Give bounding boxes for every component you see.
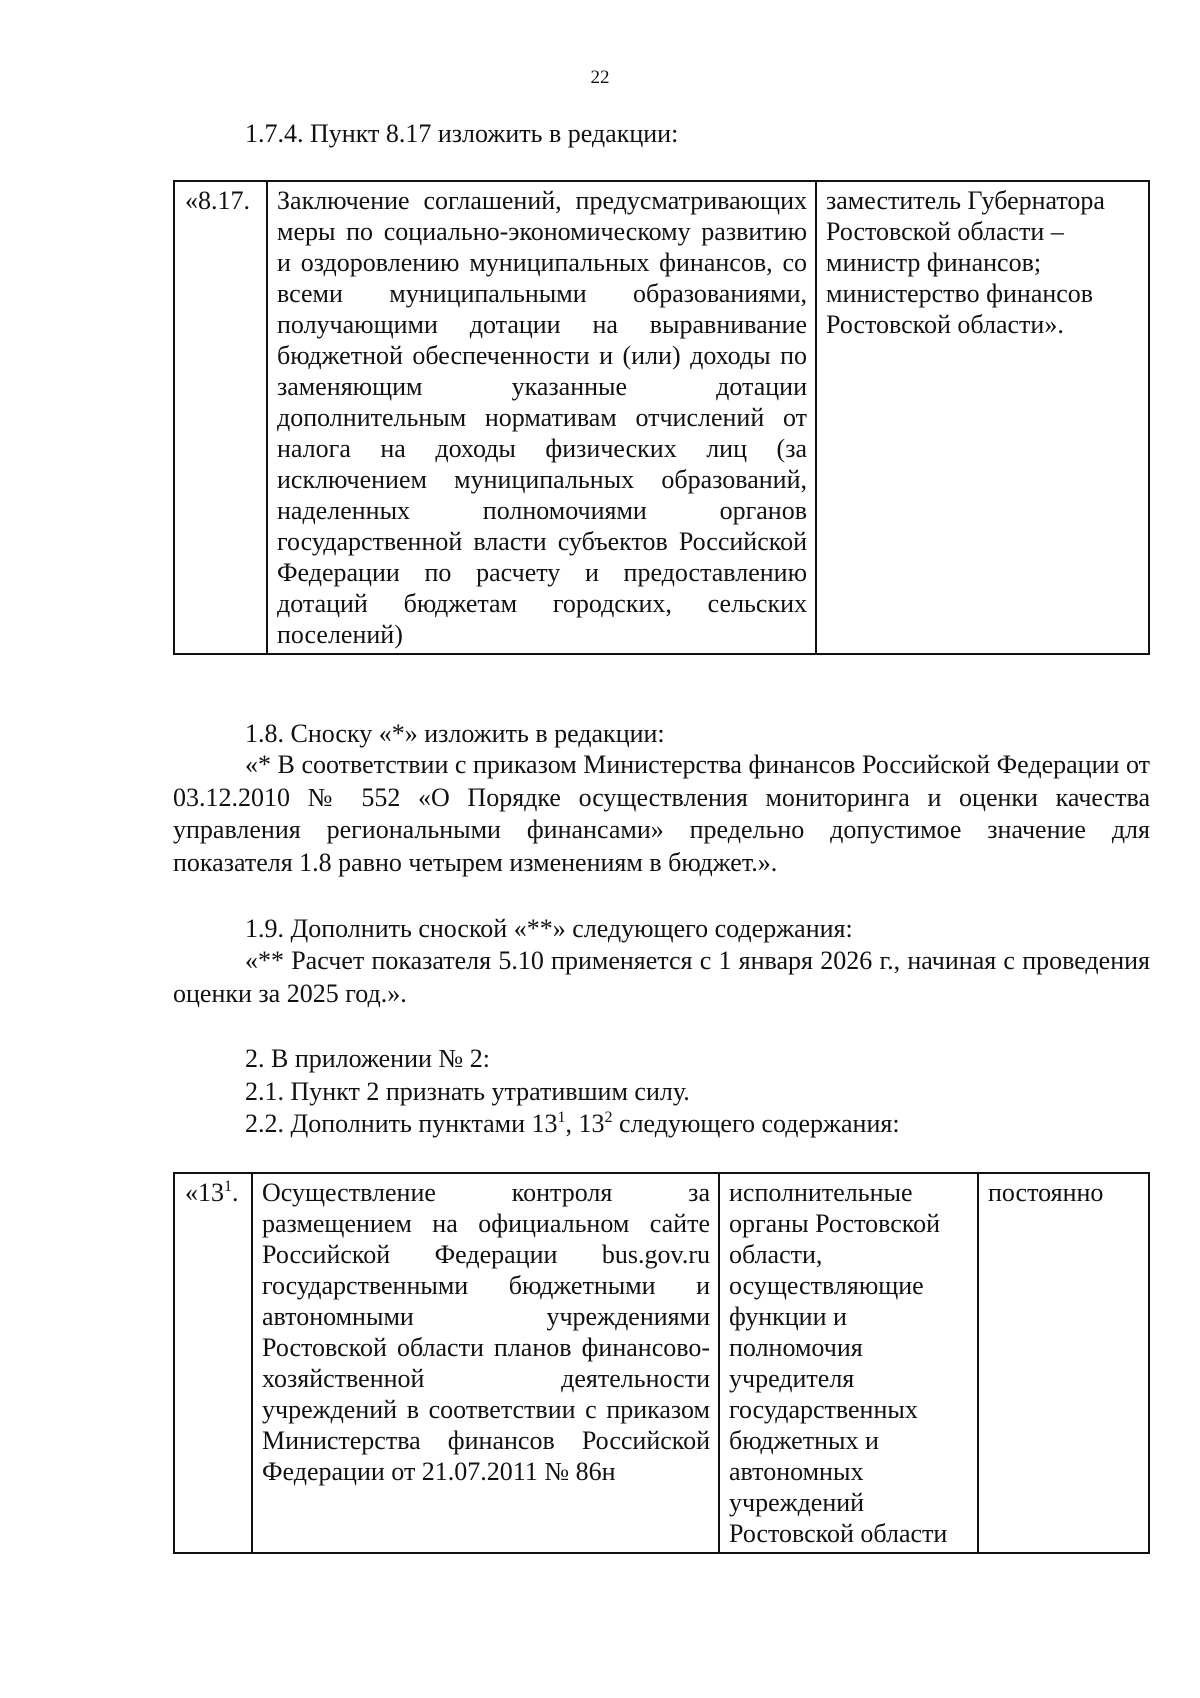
paragraph-1-9: 1.9. Дополнить сноской «**» следующего содержания: — [245, 914, 853, 943]
table-cell-deadline: постоянно — [978, 1173, 1149, 1553]
superscript: 2 — [604, 1109, 613, 1126]
paragraph-2-2-before: 2.2. Дополнить пунктами 13 — [245, 1109, 558, 1138]
table-item-13-1 — [173, 1172, 1150, 1554]
table-row — [174, 1173, 1149, 1553]
paragraph-2-2-after: следующего содержания: — [612, 1109, 900, 1138]
table-cell-content: Заключение соглашений, предусматривающих меры по социально-экономическому развитию и оздоровлению муниципальных финансов, со всеми муниципальными образованиями, получающими дотации на выравнивание бюджетной обеспеченности и (или) доходы по заменяющим указанные дотации дополнительным нормативам отчислений от налога на доходы физических лиц (за исключением муниципальных образований, наделенных полномочиями органов государственной власти субъектов Российской Федерации по расчету и предоставлению дотаций бюджетам городских, сельских поселений) — [267, 181, 816, 654]
table-cell-content: Осуществление контроля за размещением на официальном сайте Российской Федерации bus.gov.ru государственными бюджетными и автономными учреждениями Ростовской области планов финансово-хозяйственной деятельности учреждений в соответствии с приказом Министерства финансов Российской Федерации от 21.07.2011 № 86н — [252, 1173, 719, 1553]
superscript: 1 — [224, 1178, 232, 1195]
paragraph-2-1: 2.1. Пункт 2 признать утратившим силу. — [245, 1077, 690, 1106]
paragraph-2-2 — [245, 1108, 900, 1140]
paragraph-2-2-mid: , 13 — [565, 1109, 605, 1138]
table-cell-responsible: заместитель Губернатора Ростовской области – министр финансов; министерство финансов Ростовской области». — [816, 181, 1149, 654]
superscript: 1 — [557, 1109, 566, 1126]
table-cell-responsible: исполнительные органы Ростовской области, осуществляющие функции и полномочия учредителя государственных бюджетных и автономных учреждений Ростовской области — [719, 1173, 978, 1553]
table-cell-number: «8.17. — [174, 181, 267, 654]
table-row — [174, 181, 1149, 654]
paragraph-1-9-text: «** Расчет показателя 5.10 применяется с 1 января 2026 г., начиная с проведения оценки за 2025 год.». — [173, 946, 1150, 1008]
item-number-dot: . — [232, 1178, 239, 1207]
table-item-8-17 — [173, 180, 1150, 655]
item-number: «13 — [185, 1178, 224, 1207]
paragraph-2: 2. В приложении № 2: — [245, 1044, 490, 1073]
paragraph-1-8: 1.8. Сноску «*» изложить в редакции: — [245, 719, 665, 748]
page-number: 22 — [590, 67, 610, 88]
paragraph-1-8-text: «* В соответствии с приказом Министерства финансов Российской Федерации от 03.12.2010 № 552 «О Порядке осуществления мониторинга и оценки качества управления региональными финансами» предельно допустимое значение для показателя 1.8 равно четырем изменениям в бюджет.». — [173, 750, 1150, 877]
table-cell-number — [174, 1173, 252, 1553]
paragraph-1-7-4: 1.7.4. Пункт 8.17 изложить в редакции: — [245, 119, 679, 148]
